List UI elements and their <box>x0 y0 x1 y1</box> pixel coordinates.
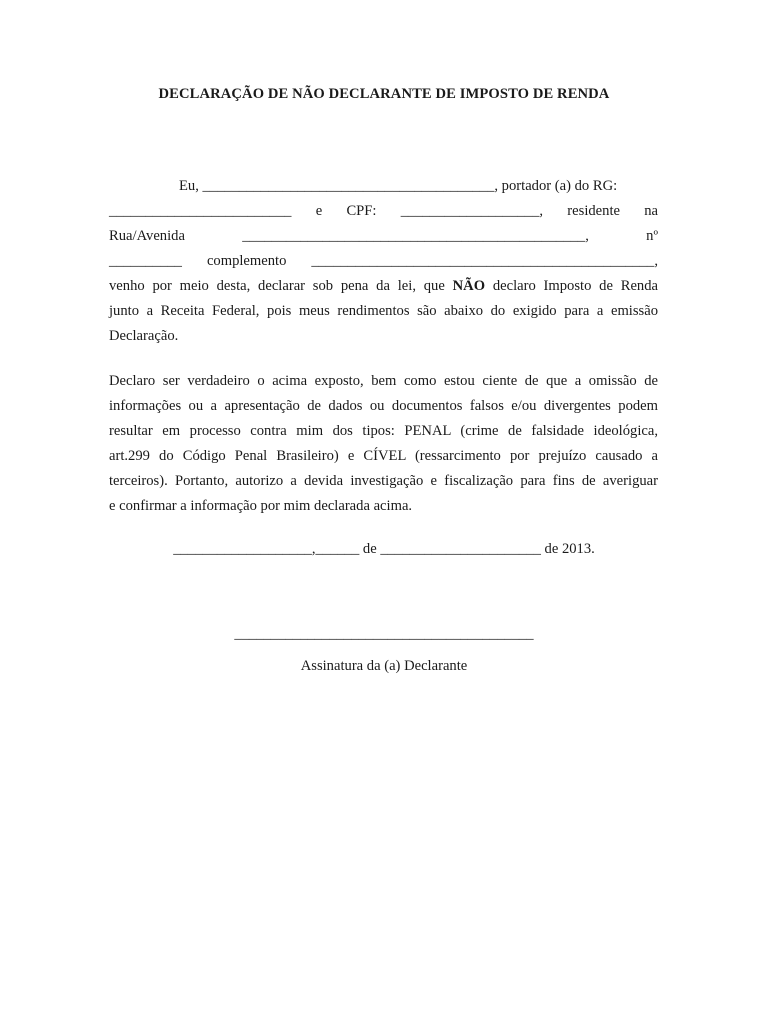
number-label: nº <box>646 228 658 244</box>
date-line: ___________________,______ de ______________________ de 2013. <box>173 541 595 557</box>
declaration-text-pre: venho por meio desta, declarar sob pena da lei, que <box>109 278 453 294</box>
street-label: Rua/Avenida <box>109 228 185 244</box>
rg-blank: _________________________ <box>109 203 292 219</box>
identification-line-3 <box>109 224 658 249</box>
text-residente: residente <box>567 203 620 219</box>
identification-line-7: Declaração. <box>109 328 179 344</box>
declaration-nao-bold: NÃO <box>452 278 486 294</box>
paragraph-declaration <box>109 369 658 519</box>
text-na: na <box>644 203 659 219</box>
complement-label: complemento <box>206 253 287 269</box>
complement-blank: _______________________________________________, <box>311 253 658 269</box>
declaration-line: terceiros). Portanto, autorizo a devida investigação e fiscalização para fins de averiguar <box>109 473 658 489</box>
cpf-label: CPF: <box>346 203 377 219</box>
declaration-line: Declaro ser verdadeiro o acima exposto, bem como estou ciente de que a omissão de <box>109 373 658 389</box>
cpf-blank: ___________________, <box>400 203 544 219</box>
declaration-line: resultar em processo contra mim dos tipos: PENAL (crime de falsidade ideológica, <box>109 423 658 439</box>
declaration-line: art.299 do Código Penal Brasileiro) e CÍVEL (ressarcimento por prejuízo causado a <box>109 448 658 464</box>
text-and: e <box>315 203 323 219</box>
declaration-text-post: declaro Imposto de Renda <box>485 278 658 294</box>
signature-label: Assinatura da (a) Declarante <box>300 658 468 674</box>
number-blank: __________ <box>109 253 182 269</box>
declaration-line: e confirmar a informação por mim declarada acima. <box>109 498 413 514</box>
identification-line-6: junto a Receita Federal, pois meus rendimentos são abaixo do exigido para a emissão <box>109 303 658 319</box>
identification-line-2 <box>109 199 658 224</box>
document-title: DECLARAÇÃO DE NÃO DECLARANTE DE IMPOSTO DE RENDA <box>158 86 610 102</box>
identification-line-1: Eu, ________________________________________, portador (a) do RG: <box>179 178 618 194</box>
identification-line-5 <box>109 274 658 299</box>
declaration-line: informações ou a apresentação de dados ou documentos falsos e/ou divergentes podem <box>109 398 658 414</box>
street-blank: _______________________________________________, <box>242 228 589 244</box>
identification-line-4 <box>109 249 658 274</box>
signature-line: _________________________________________ <box>234 626 534 642</box>
paragraph-identification <box>109 174 658 349</box>
